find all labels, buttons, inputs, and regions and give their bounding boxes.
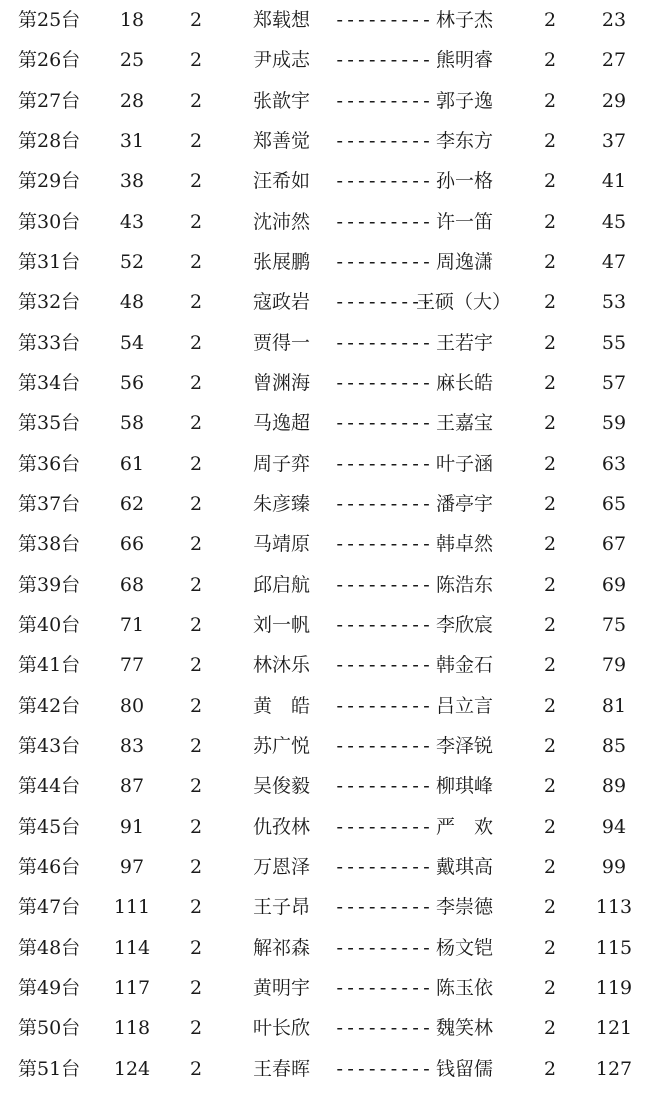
right-player-name: 李东方 bbox=[436, 129, 494, 152]
left-player-score: 2 bbox=[189, 89, 203, 112]
versus-separator: --------- bbox=[334, 331, 432, 354]
right-player-score: 2 bbox=[543, 371, 557, 394]
right-player-number: 65 bbox=[601, 492, 627, 515]
left-player-score: 2 bbox=[189, 452, 203, 475]
board-number: 第50台 bbox=[18, 1017, 81, 1040]
left-player-name: 王子昂 bbox=[253, 896, 311, 919]
table-row bbox=[0, 686, 647, 726]
right-player-name: 麻长皓 bbox=[436, 371, 494, 394]
right-player-number: 45 bbox=[601, 210, 627, 233]
versus-separator: --------- bbox=[334, 573, 432, 596]
right-player-name: 孙一格 bbox=[436, 170, 494, 193]
board-number: 第46台 bbox=[18, 855, 81, 878]
board-number: 第37台 bbox=[18, 492, 81, 515]
right-player-score: 2 bbox=[543, 412, 557, 435]
left-player-number: 114 bbox=[113, 936, 151, 959]
left-player-name: 黄明宇 bbox=[253, 976, 311, 999]
right-player-name: 林子杰 bbox=[436, 9, 494, 31]
table-row bbox=[0, 847, 647, 887]
right-player-number: 63 bbox=[601, 452, 627, 475]
table-row bbox=[0, 403, 647, 443]
left-player-number: 77 bbox=[119, 654, 145, 677]
left-player-name: 马靖原 bbox=[253, 533, 311, 556]
table-row bbox=[0, 363, 647, 403]
right-player-number: 85 bbox=[601, 734, 627, 757]
table-row bbox=[0, 645, 647, 685]
table-row bbox=[0, 0, 647, 40]
left-player-score: 2 bbox=[189, 936, 203, 959]
right-player-score: 2 bbox=[543, 1017, 557, 1040]
right-player-score: 2 bbox=[543, 815, 557, 838]
left-player-number: 52 bbox=[119, 250, 145, 273]
left-player-number: 25 bbox=[119, 49, 145, 72]
right-player-number: 47 bbox=[601, 250, 627, 273]
board-number: 第30台 bbox=[18, 210, 81, 233]
left-player-number: 87 bbox=[119, 775, 145, 798]
right-player-name: 周逸潇 bbox=[436, 250, 494, 273]
versus-separator: --------- bbox=[334, 936, 432, 959]
right-player-number: 55 bbox=[601, 331, 627, 354]
right-player-score: 2 bbox=[543, 331, 557, 354]
left-player-score: 2 bbox=[189, 371, 203, 394]
board-number: 第26台 bbox=[18, 49, 81, 72]
left-player-score: 2 bbox=[189, 170, 203, 193]
left-player-number: 38 bbox=[119, 170, 145, 193]
board-number: 第27台 bbox=[18, 89, 81, 112]
left-player-score: 2 bbox=[189, 775, 203, 798]
right-player-score: 2 bbox=[543, 775, 557, 798]
board-number: 第45台 bbox=[18, 815, 81, 838]
board-number: 第39台 bbox=[18, 573, 81, 596]
table-row bbox=[0, 484, 647, 524]
left-player-score: 2 bbox=[189, 49, 203, 72]
table-row bbox=[0, 524, 647, 564]
left-player-name: 张歆宇 bbox=[253, 89, 311, 112]
left-player-name: 邱启航 bbox=[253, 573, 311, 596]
right-player-score: 2 bbox=[543, 896, 557, 919]
left-player-name: 马逸超 bbox=[253, 412, 311, 435]
left-player-number: 48 bbox=[119, 291, 145, 314]
left-player-score: 2 bbox=[189, 250, 203, 273]
table-row bbox=[0, 968, 647, 1008]
left-player-score: 2 bbox=[189, 331, 203, 354]
versus-separator: --------- bbox=[334, 492, 432, 515]
left-player-name: 汪希如 bbox=[253, 170, 311, 193]
right-player-name: 李崇德 bbox=[436, 896, 494, 919]
versus-separator: --------- bbox=[334, 613, 432, 636]
board-number: 第43台 bbox=[18, 734, 81, 757]
board-number: 第29台 bbox=[18, 170, 81, 193]
left-player-number: 61 bbox=[119, 452, 145, 475]
right-player-name: 王硕（大） bbox=[416, 291, 512, 314]
right-player-name: 陈浩东 bbox=[436, 573, 494, 596]
board-number: 第48台 bbox=[18, 936, 81, 959]
versus-separator: --------- bbox=[334, 734, 432, 757]
table-row bbox=[0, 444, 647, 484]
board-number: 第44台 bbox=[18, 775, 81, 798]
versus-separator: --------- bbox=[334, 129, 432, 152]
left-player-number: 58 bbox=[119, 412, 145, 435]
table-row bbox=[0, 1008, 647, 1048]
left-player-number: 28 bbox=[119, 89, 145, 112]
left-player-name: 仇孜林 bbox=[253, 815, 311, 838]
right-player-number: 57 bbox=[601, 371, 627, 394]
table-row bbox=[0, 282, 647, 322]
left-player-score: 2 bbox=[189, 896, 203, 919]
right-player-name: 李欣宸 bbox=[436, 613, 494, 636]
versus-separator: --------- bbox=[334, 291, 432, 314]
versus-separator: --------- bbox=[334, 9, 432, 31]
right-player-name: 韩金石 bbox=[436, 654, 494, 677]
left-player-name: 朱彦臻 bbox=[253, 492, 311, 515]
left-player-score: 2 bbox=[189, 492, 203, 515]
board-number: 第42台 bbox=[18, 694, 81, 717]
right-player-number: 69 bbox=[601, 573, 627, 596]
board-number: 第49台 bbox=[18, 976, 81, 999]
right-player-number: 89 bbox=[601, 775, 627, 798]
right-player-name: 熊明睿 bbox=[436, 49, 494, 72]
right-player-number: 115 bbox=[595, 936, 633, 959]
table-row bbox=[0, 121, 647, 161]
table-row bbox=[0, 605, 647, 645]
left-player-name: 郑善觉 bbox=[253, 129, 311, 152]
left-player-number: 83 bbox=[119, 734, 145, 757]
left-player-number: 68 bbox=[119, 573, 145, 596]
left-player-score: 2 bbox=[189, 976, 203, 999]
left-player-score: 2 bbox=[189, 291, 203, 314]
right-player-score: 2 bbox=[543, 170, 557, 193]
left-player-score: 2 bbox=[189, 855, 203, 878]
right-player-score: 2 bbox=[543, 533, 557, 556]
right-player-name: 严 欢 bbox=[436, 815, 494, 838]
table-row bbox=[0, 242, 647, 282]
board-number: 第28台 bbox=[18, 129, 81, 152]
left-player-score: 2 bbox=[189, 815, 203, 838]
left-player-name: 贾得一 bbox=[253, 331, 311, 354]
table-row bbox=[0, 161, 647, 201]
left-player-number: 124 bbox=[113, 1057, 151, 1080]
left-player-name: 周子弈 bbox=[253, 452, 311, 475]
right-player-score: 2 bbox=[543, 613, 557, 636]
left-player-number: 117 bbox=[113, 976, 151, 999]
left-player-number: 66 bbox=[119, 533, 145, 556]
right-player-name: 戴琪高 bbox=[436, 855, 494, 878]
board-number: 第34台 bbox=[18, 371, 81, 394]
left-player-name: 王春晖 bbox=[253, 1057, 311, 1080]
right-player-number: 99 bbox=[601, 855, 627, 878]
board-number: 第33台 bbox=[18, 331, 81, 354]
right-player-score: 2 bbox=[543, 694, 557, 717]
left-player-name: 万恩泽 bbox=[253, 855, 311, 878]
table-row bbox=[0, 726, 647, 766]
versus-separator: --------- bbox=[334, 49, 432, 72]
table-row bbox=[0, 766, 647, 806]
right-player-number: 59 bbox=[601, 412, 627, 435]
board-number: 第31台 bbox=[18, 250, 81, 273]
left-player-score: 2 bbox=[189, 613, 203, 636]
left-player-name: 尹成志 bbox=[253, 49, 311, 72]
board-number: 第25台 bbox=[18, 9, 81, 31]
board-number: 第51台 bbox=[18, 1057, 81, 1080]
board-number: 第32台 bbox=[18, 291, 81, 314]
table-row bbox=[0, 565, 647, 605]
right-player-score: 2 bbox=[543, 492, 557, 515]
left-player-name: 黄 皓 bbox=[253, 694, 311, 717]
left-player-name: 郑载想 bbox=[253, 9, 311, 31]
versus-separator: --------- bbox=[334, 412, 432, 435]
right-player-name: 韩卓然 bbox=[436, 533, 494, 556]
left-player-name: 沈沛然 bbox=[253, 210, 311, 233]
right-player-number: 23 bbox=[601, 9, 627, 31]
left-player-score: 2 bbox=[189, 533, 203, 556]
right-player-score: 2 bbox=[543, 49, 557, 72]
table-row bbox=[0, 202, 647, 242]
right-player-score: 2 bbox=[543, 855, 557, 878]
right-player-score: 2 bbox=[543, 250, 557, 273]
table-row bbox=[0, 1049, 647, 1089]
versus-separator: --------- bbox=[334, 452, 432, 475]
right-player-number: 67 bbox=[601, 533, 627, 556]
left-player-score: 2 bbox=[189, 210, 203, 233]
right-player-number: 41 bbox=[601, 170, 627, 193]
versus-separator: --------- bbox=[334, 170, 432, 193]
versus-separator: --------- bbox=[334, 371, 432, 394]
table-row bbox=[0, 81, 647, 121]
left-player-number: 111 bbox=[113, 896, 151, 919]
board-number: 第47台 bbox=[18, 896, 81, 919]
right-player-number: 81 bbox=[601, 694, 627, 717]
board-number: 第38台 bbox=[18, 533, 81, 556]
right-player-number: 121 bbox=[595, 1017, 633, 1040]
table-row bbox=[0, 887, 647, 927]
right-player-name: 魏笑林 bbox=[436, 1017, 494, 1040]
left-player-number: 71 bbox=[119, 613, 145, 636]
left-player-name: 曾渊海 bbox=[253, 371, 311, 394]
right-player-name: 李泽锐 bbox=[436, 734, 494, 757]
table-row bbox=[0, 928, 647, 968]
right-player-name: 杨文铠 bbox=[436, 936, 494, 959]
board-number: 第36台 bbox=[18, 452, 81, 475]
right-player-number: 75 bbox=[601, 613, 627, 636]
right-player-name: 柳琪峰 bbox=[436, 775, 494, 798]
versus-separator: --------- bbox=[334, 815, 432, 838]
table-row bbox=[0, 807, 647, 847]
left-player-number: 97 bbox=[119, 855, 145, 878]
left-player-name: 刘一帆 bbox=[253, 613, 311, 636]
versus-separator: --------- bbox=[334, 976, 432, 999]
left-player-name: 苏广悦 bbox=[253, 734, 311, 757]
right-player-number: 53 bbox=[601, 291, 627, 314]
left-player-score: 2 bbox=[189, 573, 203, 596]
versus-separator: --------- bbox=[334, 896, 432, 919]
board-number: 第40台 bbox=[18, 613, 81, 636]
left-player-number: 54 bbox=[119, 331, 145, 354]
right-player-name: 叶子涵 bbox=[436, 452, 494, 475]
versus-separator: --------- bbox=[334, 1017, 432, 1040]
right-player-name: 郭子逸 bbox=[436, 89, 494, 112]
right-player-score: 2 bbox=[543, 9, 557, 31]
right-player-number: 37 bbox=[601, 129, 627, 152]
right-player-number: 119 bbox=[595, 976, 633, 999]
right-player-number: 79 bbox=[601, 654, 627, 677]
left-player-score: 2 bbox=[189, 694, 203, 717]
versus-separator: --------- bbox=[334, 1057, 432, 1080]
left-player-name: 林沐乐 bbox=[253, 654, 311, 677]
right-player-name: 潘亭宇 bbox=[436, 492, 494, 515]
board-number: 第35台 bbox=[18, 412, 81, 435]
versus-separator: --------- bbox=[334, 694, 432, 717]
left-player-number: 31 bbox=[119, 129, 145, 152]
right-player-number: 127 bbox=[595, 1057, 633, 1080]
left-player-name: 寇政岩 bbox=[253, 291, 311, 314]
right-player-number: 94 bbox=[601, 815, 627, 838]
right-player-name: 王嘉宝 bbox=[436, 412, 494, 435]
right-player-score: 2 bbox=[543, 936, 557, 959]
table-row bbox=[0, 323, 647, 363]
versus-separator: --------- bbox=[334, 533, 432, 556]
left-player-score: 2 bbox=[189, 654, 203, 677]
right-player-number: 29 bbox=[601, 89, 627, 112]
right-player-name: 陈玉依 bbox=[436, 976, 494, 999]
left-player-score: 2 bbox=[189, 129, 203, 152]
right-player-score: 2 bbox=[543, 210, 557, 233]
left-player-number: 43 bbox=[119, 210, 145, 233]
versus-separator: --------- bbox=[334, 250, 432, 273]
left-player-number: 118 bbox=[113, 1017, 151, 1040]
right-player-name: 王若宇 bbox=[436, 331, 494, 354]
left-player-number: 56 bbox=[119, 371, 145, 394]
right-player-score: 2 bbox=[543, 976, 557, 999]
right-player-score: 2 bbox=[543, 654, 557, 677]
right-player-score: 2 bbox=[543, 734, 557, 757]
left-player-score: 2 bbox=[189, 9, 203, 31]
table-row bbox=[0, 40, 647, 80]
left-player-number: 80 bbox=[119, 694, 145, 717]
left-player-number: 91 bbox=[119, 815, 145, 838]
versus-separator: --------- bbox=[334, 855, 432, 878]
left-player-score: 2 bbox=[189, 1057, 203, 1080]
left-player-score: 2 bbox=[189, 734, 203, 757]
left-player-name: 吴俊毅 bbox=[253, 775, 311, 798]
right-player-score: 2 bbox=[543, 452, 557, 475]
left-player-number: 62 bbox=[119, 492, 145, 515]
versus-separator: --------- bbox=[334, 89, 432, 112]
versus-separator: --------- bbox=[334, 210, 432, 233]
versus-separator: --------- bbox=[334, 654, 432, 677]
left-player-name: 叶长欣 bbox=[253, 1017, 311, 1040]
right-player-name: 吕立言 bbox=[436, 694, 494, 717]
right-player-score: 2 bbox=[543, 129, 557, 152]
right-player-number: 113 bbox=[595, 896, 633, 919]
left-player-score: 2 bbox=[189, 1017, 203, 1040]
right-player-name: 钱留儒 bbox=[436, 1057, 494, 1080]
left-player-name: 解祁森 bbox=[253, 936, 311, 959]
right-player-score: 2 bbox=[543, 1057, 557, 1080]
right-player-score: 2 bbox=[543, 573, 557, 596]
versus-separator: --------- bbox=[334, 775, 432, 798]
right-player-score: 2 bbox=[543, 89, 557, 112]
right-player-name: 许一笛 bbox=[436, 210, 494, 233]
left-player-name: 张展鹏 bbox=[253, 250, 311, 273]
right-player-number: 27 bbox=[601, 49, 627, 72]
left-player-number: 18 bbox=[119, 9, 145, 31]
right-player-score: 2 bbox=[543, 291, 557, 314]
left-player-score: 2 bbox=[189, 412, 203, 435]
board-number: 第41台 bbox=[18, 654, 81, 677]
